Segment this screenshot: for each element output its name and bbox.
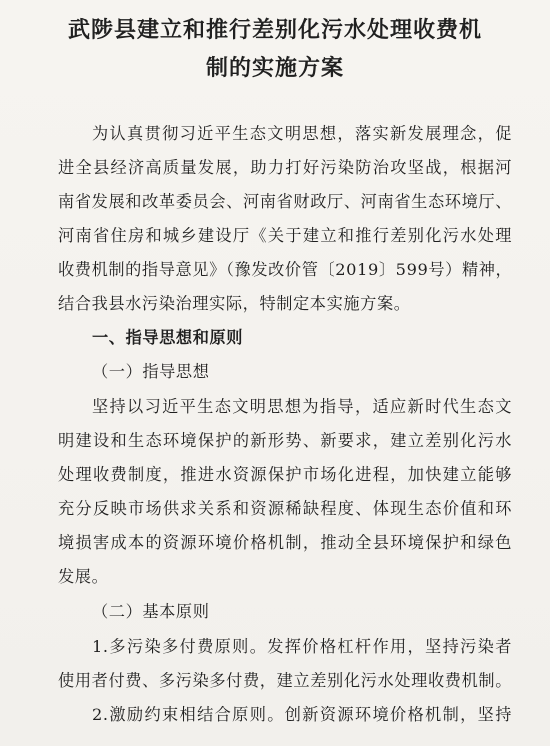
body-line: 收费机制的指导意见》（豫发改价管〔2019〕599号）精神， bbox=[58, 260, 513, 279]
body-line: 明建设和生态环境保护的新形势、新要求，建立差别化污水 bbox=[58, 431, 512, 450]
document-title bbox=[0, 12, 550, 88]
body-line: 2.激励约束相结合原则。创新资源环境价格机制，坚持 bbox=[92, 705, 512, 724]
title-line-2: 制的实施方案 bbox=[205, 56, 344, 81]
body-line: 南省发展和改革委员会、河南省财政厅、河南省生态环境厅、 bbox=[58, 192, 512, 211]
body-line: 结合我县水污染治理实际，特制定本实施方案。 bbox=[58, 294, 411, 313]
body-line: 使用者付费、多污染多付费，建立差别化污水处理收费机制。 bbox=[58, 671, 512, 690]
body-line: 1.多污染多付费原则。发挥价格杠杆作用，坚持污染者 bbox=[92, 637, 512, 656]
body-line: 发展。 bbox=[58, 567, 109, 586]
section-heading: 一、指导思想和原则 bbox=[92, 328, 244, 347]
body-line: 坚持以习近平生态文明思想为指导，适应新时代生态文 bbox=[92, 397, 512, 416]
body-line: 处理收费制度，推进水资源保护市场化进程，加快建立能够 bbox=[58, 465, 512, 484]
body-line: 为认真贯彻习近平生态文明思想，落实新发展理念，促 bbox=[92, 124, 512, 143]
subsection-heading: （二）基本原则 bbox=[92, 602, 210, 621]
title-line-1: 武陟县建立和推行差别化污水处理收费机 bbox=[67, 18, 482, 43]
body-line: 充分反映市场供求关系和资源稀缺程度、体现生态价值和环 bbox=[58, 499, 512, 518]
subsection-heading: （一）指导思想 bbox=[92, 362, 210, 381]
body-line: 河南省住房和城乡建设厅《关于建立和推行差别化污水处理 bbox=[58, 226, 512, 245]
body-line: 进全县经济高质量发展，助力打好污染防治攻坚战，根据河 bbox=[58, 158, 512, 177]
body-line: 境损害成本的资源环境价格机制，推动全县环境保护和绿色 bbox=[58, 533, 512, 552]
